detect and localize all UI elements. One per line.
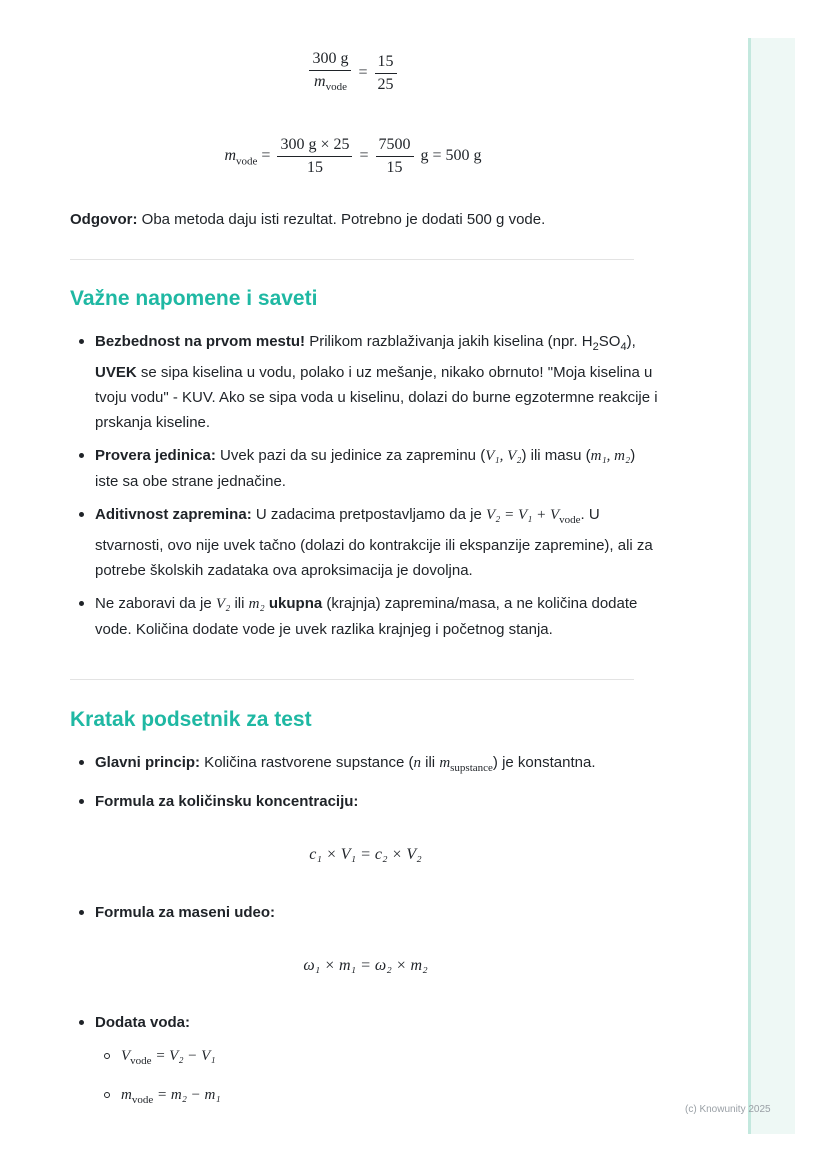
list-item: Dodata voda: $V_{vode} = V_2 - V_1$ $m_{vode} = m_2 - m_1$ [95,1010,661,1117]
right-margin-bar [748,38,795,1134]
section-heading-napomene: Važne napomene i saveti [70,287,318,310]
fraction: $\frac{15}{25}$ [375,53,397,94]
tips-list [70,329,661,650]
formula-concentration: c₁ × V₁ = c₂ × V₂ [309,846,422,863]
list-item: Formula za maseni udeo: ω₁ × m₁ = ω₂ × m₂ [95,900,661,978]
divider [70,679,634,680]
list-item: Provera jedinica: Uvek pazi da su jedinice za zapreminu (V₁, V₂) ili masu (m₁, m₂) iste sa obe strane jednačine. [95,443,661,494]
list-item: Glavni princip: Količina rastvorene supstance (n ili $m_{supstance}$) je konstantna. [95,750,661,781]
answer-label: Odgovor: [70,211,138,228]
formula-mass-fraction: ω₁ × m₁ = ω₂ × m₂ [303,957,428,974]
fraction: $\frac{300 g}{m_{vode}}$ [309,50,351,96]
list-item: Bezbednost na prvom mestu! Prilikom razblaživanja jakih kiselina (npr. $H_2SO_4$), UVEK se sipa kiselina u vodu, polako i uz mešanje, nikako obrnuto! "Moja kiselina u tvoju vodu" - KUV. Ako se sipa voda u kiselinu, dolazi do burne egzotermne reakcije i prskanja kiseline. [95,329,661,435]
list-item: $V_{vode} = V_2 - V_1$ [121,1039,661,1078]
answer-text: Oba metoda daju isti rezultat. Potrebno je dodati 500 g vode. [137,211,546,228]
answer-paragraph [70,211,545,228]
divider [70,259,634,260]
list-item: Aditivnost zapremina: U zadacima pretpostavljamo da je $V_2 = V_1 + V_{vode}$. U stvarnosti, ovo nije uvek tačno (dolazi do kontrakcije ili ekspanzije zapremine), ali za potrebe školskih zadataka ova aproksimacija je dovoljna. [95,502,661,583]
copyright-footer: (c) Knowunity 2025 [685,1104,771,1115]
added-water-list [95,1039,661,1117]
list-item: $m_{vode} = m_2 - m_1$ [121,1078,661,1117]
equation-ratio: $\frac{300 g}{m_{vode}}$ = $\frac{15}{25}$ [70,50,636,96]
list-item: Formula za količinsku koncentraciju: c₁ × V₁ = c₂ × V₂ [95,789,661,867]
list-item: Ne zaboravi da je V₂ ili m₂ ukupna (krajnja) zapremina/masa, a ne količina dodate vode. Količina dodate vode je uvek razlika krajnjeg i početnog stanja. [95,591,661,642]
equation-result: $m_{vode}$ = $\frac{300 g \times 25}{15}$ = $\frac{7500}{15}$ g = 500 g [224,136,482,176]
summary-list [70,750,661,1125]
fraction: $\frac{7500}{15}$ [376,136,414,177]
fraction: $\frac{300 g \times 25}{15}$ [277,136,352,177]
section-heading-podsetnik: Kratak podsetnik za test [70,708,312,731]
